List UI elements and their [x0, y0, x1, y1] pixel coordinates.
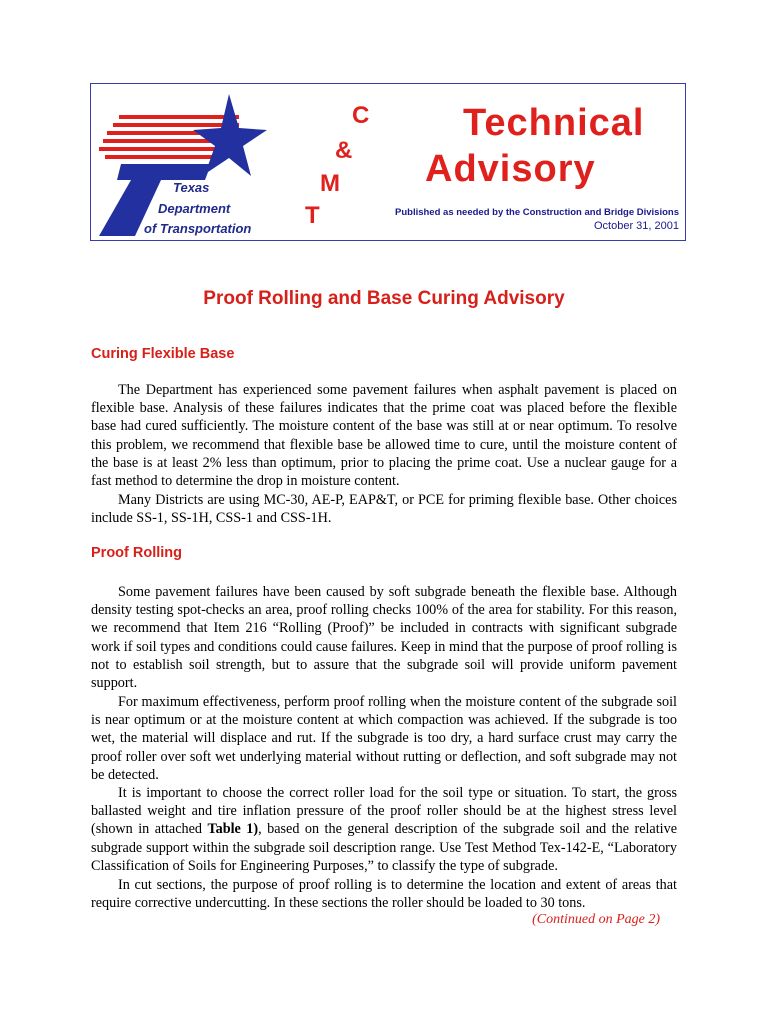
publication-note: Published as needed by the Construction and Bridge Divisions: [395, 207, 679, 218]
paragraph-proof-3-end: , based on the general description of the subgrade soil and the relative subgrade support within the subgrade soil description range. Use Test Method Tex-142-E, “Laboratory Classification of Soils for Engineering Purposes,” to classify the type of subgrade.: [91, 821, 678, 874]
paragraph-proof-3-start: It is important to choose the correct roller load for the soil type or situation. To start, the gross ballasted weight and tire inflation pressure of the proof roller should be at the highest stress level (shown in attached: [91, 785, 677, 838]
publication-date: October 31, 2001: [593, 220, 679, 232]
logo-text-department: Department: [158, 201, 231, 216]
paragraph-proof-2: For maximum effectiveness, perform proof rolling when the moisture content of the subgrade soil is near optimum or at the moisture content at which compaction was achieved. If the subgrade is too wet, the material will displace and rut. If the subgrade is too dry, a hard surface crust may carry the proof roller over soft wet underlying material without rutting or deflection, and soft subgrade may not be detected.: [91, 694, 677, 783]
section-heading-curing: Curing Flexible Base: [91, 346, 235, 362]
document-title: Proof Rolling and Base Curing Advisory: [203, 288, 565, 309]
table-1-reference: Table 1): [207, 821, 259, 838]
header-banner: [90, 83, 686, 241]
cmt-letter-c: C: [352, 102, 370, 129]
paragraph-curing-2: Many Districts are using MC-30, AE-P, EAP&T, or PCE for priming flexible base. Other choices include SS-1, SS-1H, CSS-1 and CSS-1H.: [91, 492, 677, 527]
continued-note: (Continued on Page 2): [532, 912, 660, 927]
paragraph-curing-1: The Department has experienced some pavement failures when asphalt pavement is placed on flexible base. Analysis of these failures indicates that the prime coat was placed before the flexible base had cured sufficiently. The moisture content of the base was still at or near optimum. To resolve this problem, we recommend that flexible base be allowed time to cure, until the moisture content of the base is at least 2% less than optimum, prior to placing the prime coat. Use a nuclear gauge for a fast method to determine the drop in moisture content.: [91, 382, 677, 490]
title-advisory: Advisory: [425, 148, 596, 190]
logo-text-texas: Texas: [173, 180, 210, 195]
paragraph-proof-1: Some pavement failures have been caused by soft subgrade beneath the flexible base. Although density testing spot-checks an area, proof rolling checks 100% of the area for stability. For this reason, we recommend that Item 216 “Rolling (Proof)” be included in contracts with significant subgrade work if soil types and conditions could cause failures. Keep in mind that the purpose of proof rolling is not to establish soil strength, but to assure that the subgrade soil will provide uniform pavement support.: [91, 584, 677, 692]
title-technical: Technical: [463, 102, 645, 144]
cmt-letter-m: M: [320, 170, 340, 197]
cmt-letter-t: T: [305, 202, 320, 229]
cmt-ampersand: &: [335, 137, 353, 164]
txdot-logo: [91, 84, 291, 240]
section-heading-proof-rolling: Proof Rolling: [91, 545, 183, 561]
paragraph-proof-4: In cut sections, the purpose of proof rolling is to determine the location and extent of areas that require corrective undercutting. In these sections the roller should be loaded to 30 tons.: [91, 877, 677, 912]
logo-text-transportation: of Transportation: [144, 221, 252, 236]
paragraph-proof-3: [91, 784, 677, 875]
